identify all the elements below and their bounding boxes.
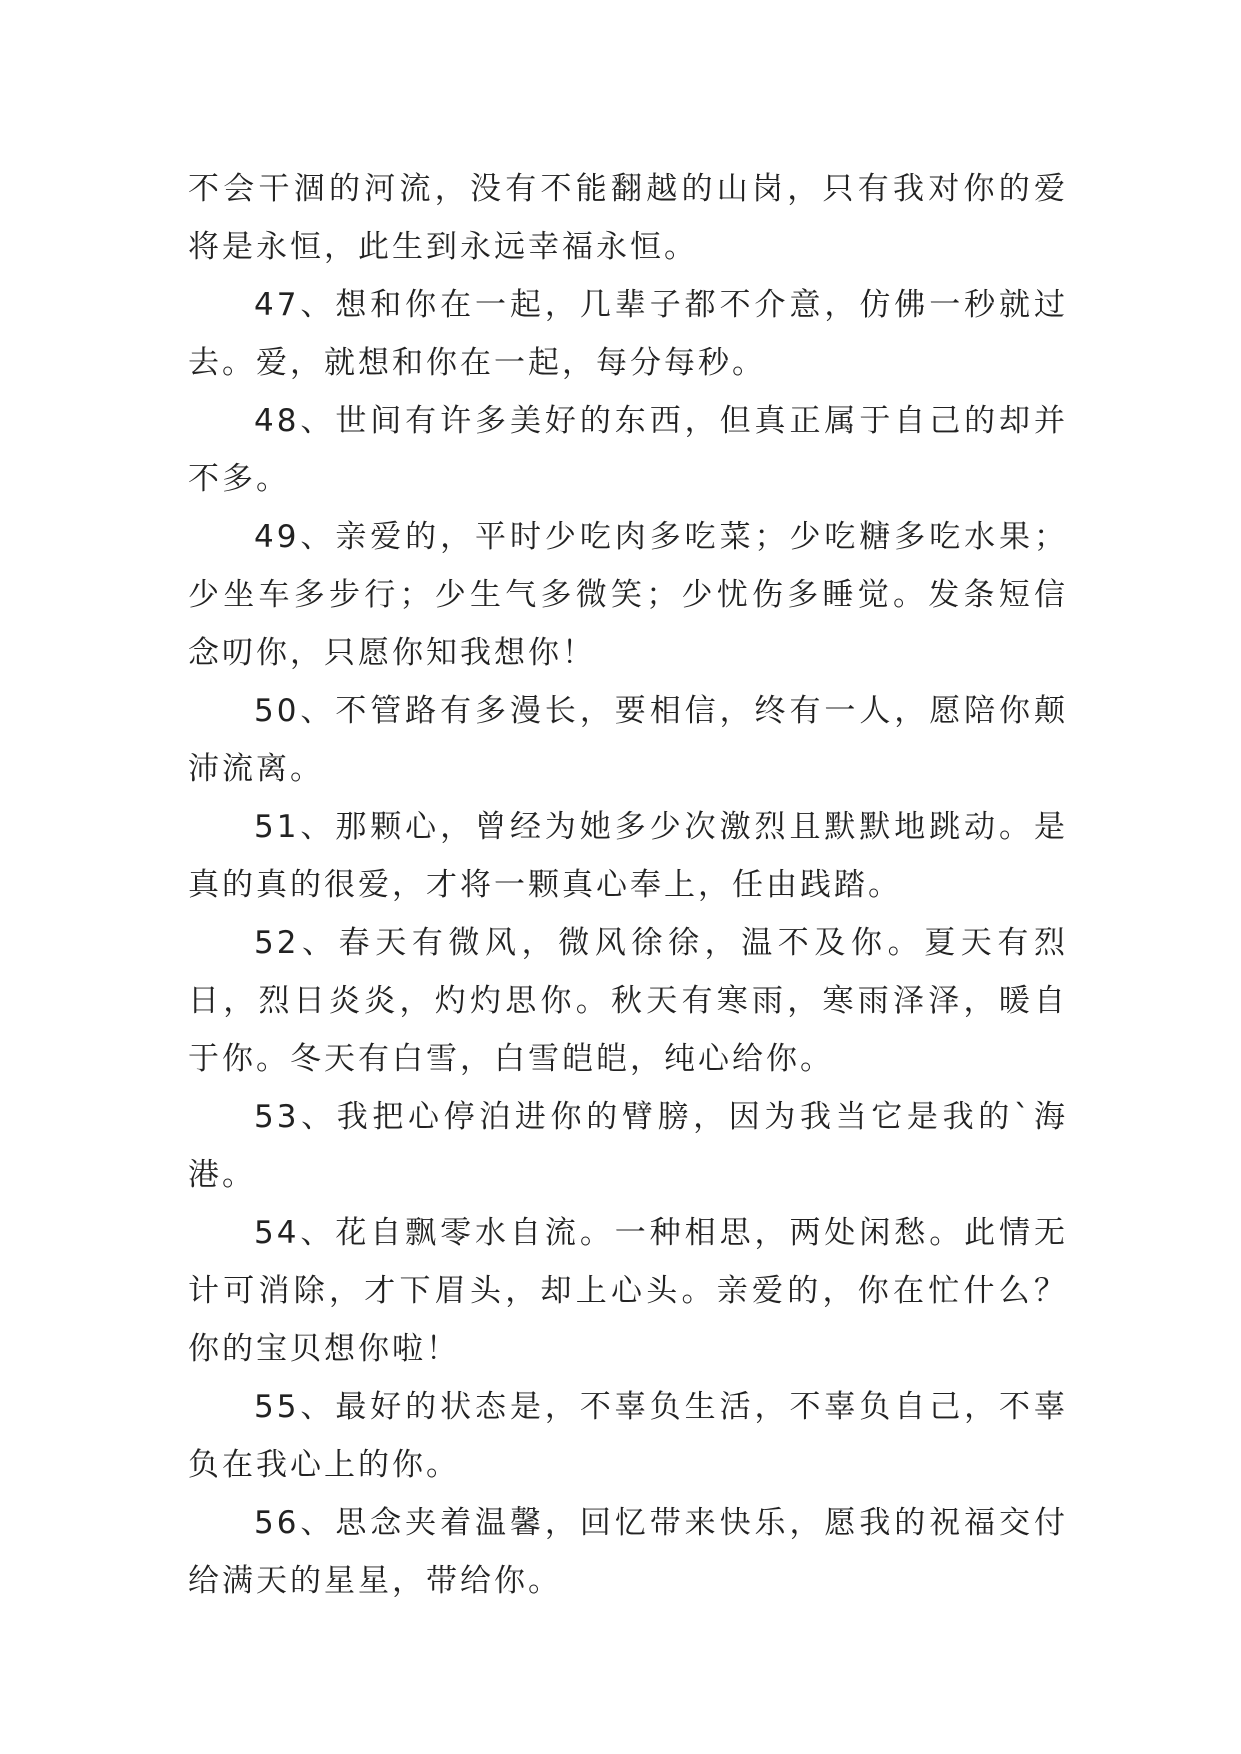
document-body bbox=[188, 160, 1068, 1610]
paragraph-52: 52、春天有微风，微风徐徐，温不及你。夏天有烈日，烈日炎炎，灼灼思你。秋天有寒雨，寒雨泽泽，暖自于你。冬天有白雪，白雪皑皑，纯心给你。 bbox=[188, 925, 1068, 1077]
paragraph-48: 48、世间有许多美好的东西，但真正属于自己的却并不多。 bbox=[188, 403, 1068, 497]
paragraph-56: 56、思念夹着温馨，回忆带来快乐，愿我的祝福交付给满天的星星，带给你。 bbox=[188, 1505, 1068, 1599]
paragraph-49: 49、亲爱的，平时少吃肉多吃菜；少吃糖多吃水果；少坐车多步行；少生气多微笑；少忧伤多睡觉。发条短信念叨你，只愿你知我想你！ bbox=[188, 519, 1068, 671]
paragraph-50: 50、不管路有多漫长，要相信，终有一人，愿陪你颠沛流离。 bbox=[188, 693, 1068, 787]
paragraph-55: 55、最好的状态是，不辜负生活，不辜负自己，不辜负在我心上的你。 bbox=[188, 1389, 1068, 1483]
paragraph-53: 53、我把心停泊进你的臂膀，因为我当它是我的`海港。 bbox=[188, 1099, 1068, 1193]
paragraph-51: 51、那颗心，曾经为她多少次激烈且默默地跳动。是真的真的很爱，才将一颗真心奉上，任由践踏。 bbox=[188, 809, 1068, 903]
paragraph-54: 54、花自飘零水自流。一种相思，两处闲愁。此情无计可消除，才下眉头，却上心头。亲爱的，你在忙什么？你的宝贝想你啦！ bbox=[188, 1215, 1068, 1367]
paragraph-continuation: 不会干涸的河流，没有不能翻越的山岗，只有我对你的爱将是永恒，此生到永远幸福永恒。 bbox=[188, 171, 1068, 265]
paragraph-47: 47、想和你在一起，几辈子都不介意，仿佛一秒就过去。爱，就想和你在一起，每分每秒。 bbox=[188, 287, 1068, 381]
